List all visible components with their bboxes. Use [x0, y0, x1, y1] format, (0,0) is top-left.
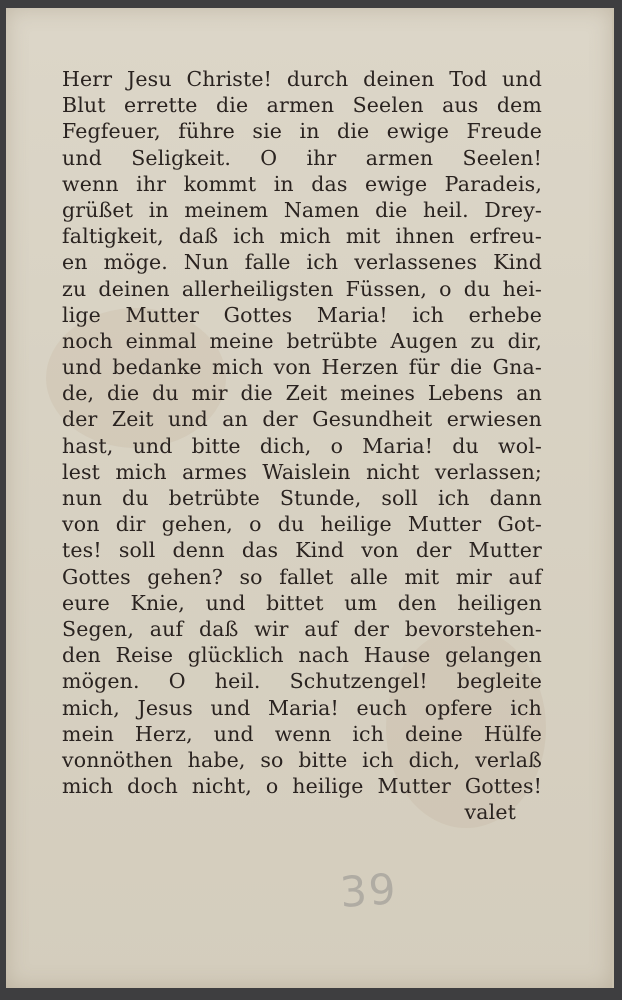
text-line: nun du betrübte Stunde, soll ich dann	[62, 486, 542, 510]
text-line: Gottes gehen? so fallet alle mit mir auf	[62, 564, 542, 589]
text-line: der Zeit und an der Gesundheit erwiesen	[62, 407, 542, 432]
text-line: faltigkeit, daß ich mich mit ihnen erfreu-	[62, 224, 542, 249]
text-line: von dir gehen, o du heilige Mutter Got-	[62, 512, 542, 537]
text-line: vonnöthen habe, so bitte ich dich, verlaß	[62, 747, 542, 772]
body-text	[62, 66, 542, 825]
text-line: lest mich armes Waislein nicht verlassen;	[62, 459, 542, 484]
text-line: mögen. O heil. Schutzengel! begleite	[62, 669, 542, 694]
pencil-page-number: 39	[338, 864, 400, 917]
text-line: Fegfeuer, führe sie in die ewige Freude	[62, 119, 542, 144]
text-line: mein Herz, und wenn ich deine Hülfe	[62, 721, 542, 746]
text-line: und bedanke mich von Herzen für die Gna-	[62, 355, 542, 380]
text-line: noch einmal meine betrübte Augen zu dir,	[62, 328, 542, 353]
text-line: en möge. Nun falle ich verlassenes Kind	[62, 250, 542, 275]
text-line: hast, und bitte dich, o Maria! du wol-	[62, 433, 542, 458]
text-line: grüßet in meinem Namen die heil. Drey-	[62, 197, 542, 222]
text-line: und Seligkeit. O ihr armen Seelen!	[62, 145, 542, 170]
text-line: Blut errette die armen Seelen aus dem	[62, 93, 542, 118]
text-line: de, die du mir die Zeit meines Lebens an	[62, 381, 542, 406]
text-line: eure Knie, und bittet um den heiligen	[62, 590, 542, 615]
text-line: mich, Jesus und Maria! euch opfere ich	[62, 695, 542, 720]
text-line: zu deinen allerheiligsten Füssen, o du hei-	[62, 276, 542, 301]
text-line: Herr Jesu Christe! durch deinen Tod und	[62, 67, 542, 91]
catchword: valet	[464, 800, 516, 825]
text-line: mich doch nicht, o heilige Mutter Gottes!	[62, 774, 542, 799]
text-line: lige Mutter Gottes Maria! ich erhebe	[62, 302, 542, 327]
text-line: Segen, auf daß wir auf der bevorstehen-	[62, 616, 542, 641]
text-line: tes! soll denn das Kind von der Mutter	[62, 538, 542, 563]
text-line: den Reise glücklich nach Hause gelangen	[62, 643, 542, 668]
text-line: wenn ihr kommt in das ewige Paradeis,	[62, 171, 542, 196]
